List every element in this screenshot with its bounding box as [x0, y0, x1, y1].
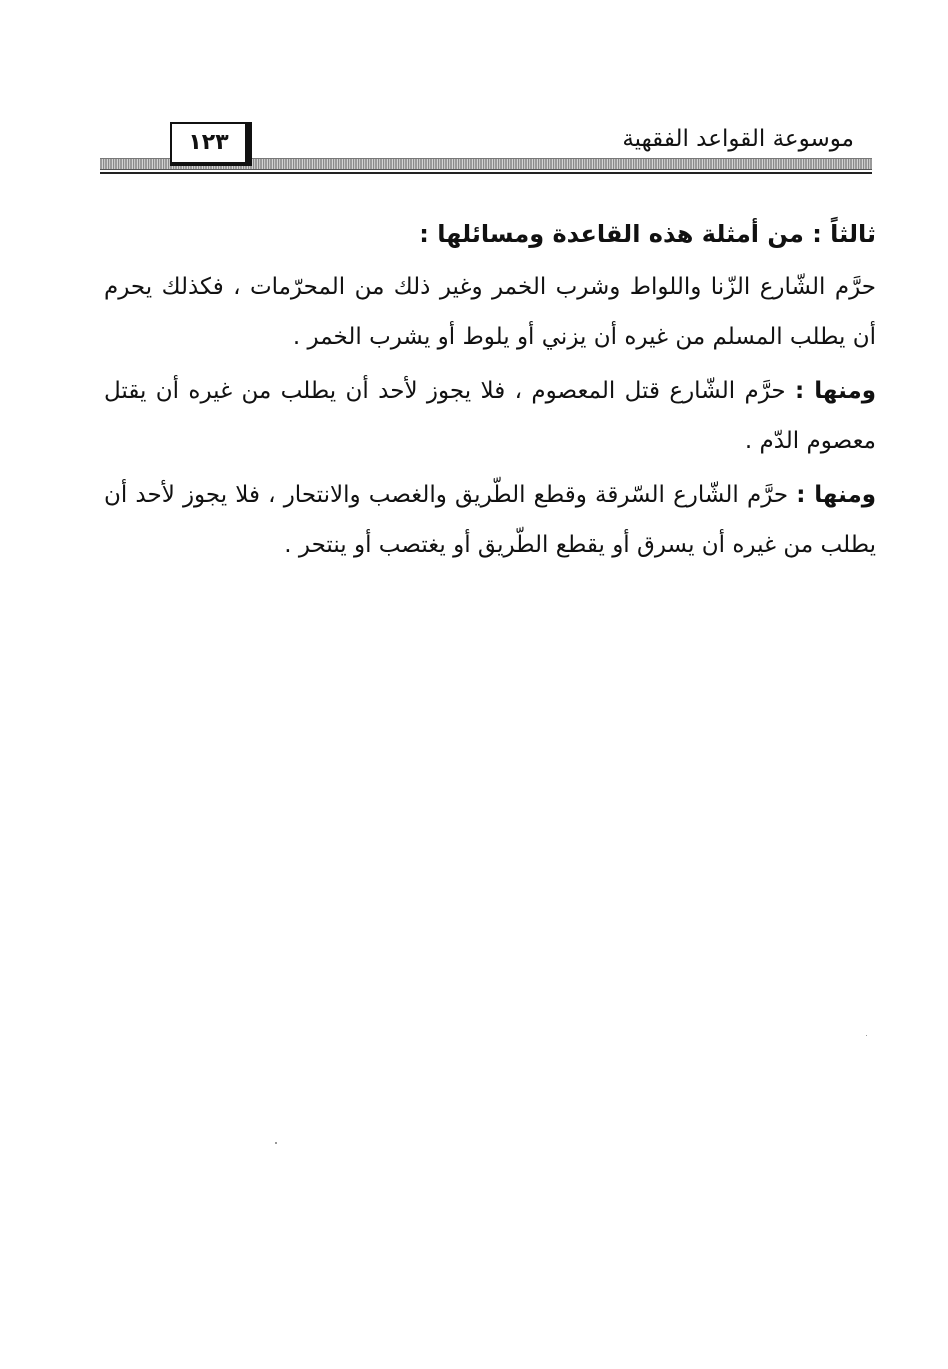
paragraph-1: [104, 262, 876, 362]
book-title: موسوعة القواعد الفقهية: [622, 126, 854, 152]
paragraph-1-text: حرَّم الشّارع الزّنا واللواط وشرب الخمر وغير ذلك من المحرّمات ، فكذلك يحرم أن يطلب المسلم من غيره أن يزني أو يلوط أو يشرب الخمر .: [104, 274, 876, 350]
scan-speck: [866, 1035, 867, 1036]
running-header: [100, 118, 872, 180]
paragraph-2-text: حرَّم الشّارع قتل المعصوم ، فلا يجوز لأحد أن يطلب من غيره أن يقتل معصوم الدّم .: [104, 378, 876, 454]
paragraph-2-lead: ومنها :: [795, 378, 877, 404]
paragraph-2: [104, 366, 876, 466]
header-rule-thin: [100, 172, 872, 174]
paragraph-3-lead: ومنها :: [796, 482, 877, 508]
page-body: [104, 212, 876, 574]
paragraph-3: [104, 470, 876, 570]
section-heading: ثالثاً : من أمثلة هذه القاعدة ومسائلها :: [419, 220, 876, 248]
page-number: ١٢٣: [170, 122, 252, 166]
paragraph-3-text: حرَّم الشّارع السّرقة وقطع الطّريق والغصب والانتحار ، فلا يجوز لأحد أن يطلب من غيره أن يسرق أو يقطع الطّريق أو يغتصب أو ينتحر .: [104, 482, 876, 558]
scan-speck: [275, 1142, 277, 1144]
